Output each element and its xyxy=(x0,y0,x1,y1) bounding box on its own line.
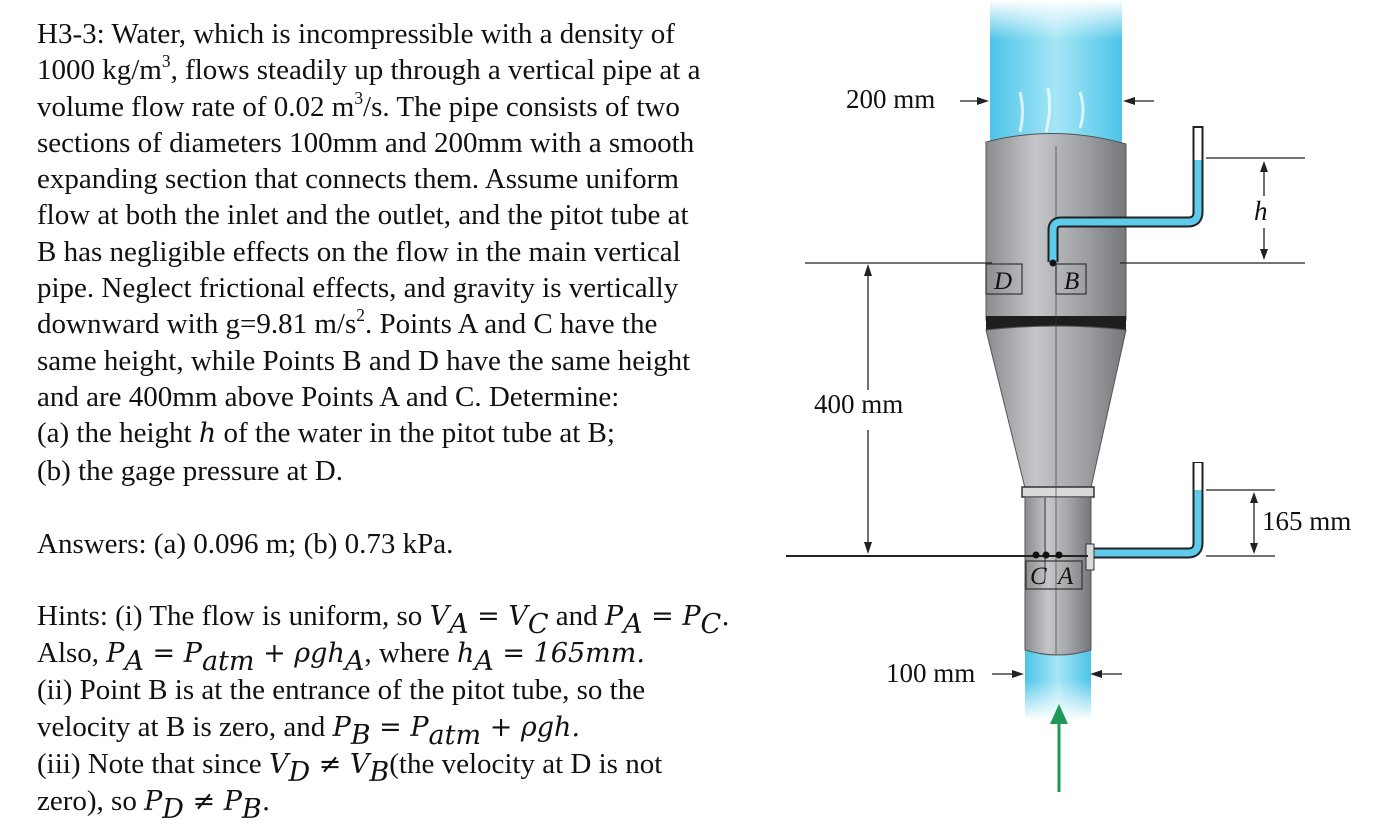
answers: Answers: (a) 0.096 m; (b) 0.73 kPa. xyxy=(37,528,454,560)
problem-line: flow at both the inlet and the outlet, and the pitot tube at xyxy=(37,199,689,232)
piezometer-A xyxy=(1090,462,1198,553)
hint-line: Also, $P_A = P_{atm} + \rho gh_A$, where $h_A = 165mm$. xyxy=(37,637,645,678)
problem-line: and are 400mm above Points A and C. Determine: xyxy=(37,380,620,413)
point-C-label: C xyxy=(1030,563,1047,590)
problem-line: pipe. Neglect frictional effects, and gravity is vertically xyxy=(37,272,679,305)
dimension-h: h xyxy=(1254,196,1268,226)
hint-line: Hints: (i) The flow is uniform, so $V_A = V_C$ and $P_A = P_C$. xyxy=(37,600,730,641)
question-b: (b) the gage pressure at D. xyxy=(37,454,343,487)
problem-line: H3-3: Water, which is incompressible with a density of xyxy=(37,18,675,50)
problem-line: same height, while Points B and D have the same height xyxy=(37,344,691,377)
pipe-figure xyxy=(780,0,1396,834)
problem-line: sections of diameters 100mm and 200mm with a smooth xyxy=(37,126,695,159)
problem-line: 1000 $kg/m^3$, flows steadily up through a vertical pipe at a xyxy=(37,51,701,87)
dimension-100mm: 100 mm xyxy=(886,658,976,688)
hint-line: zero), so $P_D \ne P_B$. xyxy=(37,785,271,826)
problem-line: expanding section that connects them. Assume uniform xyxy=(37,163,679,196)
point-A-label: A xyxy=(1058,563,1074,590)
hint-line: velocity at B is zero, and $P_B = P_{atm} + \rho gh$. xyxy=(37,711,581,752)
dimension-200mm: 200 mm xyxy=(846,84,936,114)
hint-line: (ii) Point B is at the entrance of the pitot tube, so the xyxy=(37,674,646,706)
point-B-label: B xyxy=(1064,268,1080,295)
hints xyxy=(37,598,730,826)
dimension-400mm: 400 mm xyxy=(814,389,904,419)
problem-statement xyxy=(37,16,777,489)
point-D-label: D xyxy=(994,268,1013,295)
problem-line: downward with g=9.81 $m/s^2$. Points A and C have the xyxy=(37,305,658,341)
hint-line: (iii) Note that since $V_D \ne V_B(the$ velocity at D is not xyxy=(37,748,663,789)
water-outlet xyxy=(990,0,1122,148)
dimension-165mm: 165 mm xyxy=(1262,506,1352,536)
problem-line: B has negligible effects on the flow in the main vertical xyxy=(37,235,681,268)
question-a: (a) the height h of the water in the pitot tube at B; xyxy=(37,417,615,450)
lower-flange xyxy=(1022,487,1094,497)
point-C-dot xyxy=(1043,552,1050,559)
point-A-dot xyxy=(1056,552,1063,559)
problem-line: volume flow rate of 0.02 $m^3/s$. The pipe consists of two xyxy=(37,87,680,123)
pipe-diagram xyxy=(780,0,1396,834)
